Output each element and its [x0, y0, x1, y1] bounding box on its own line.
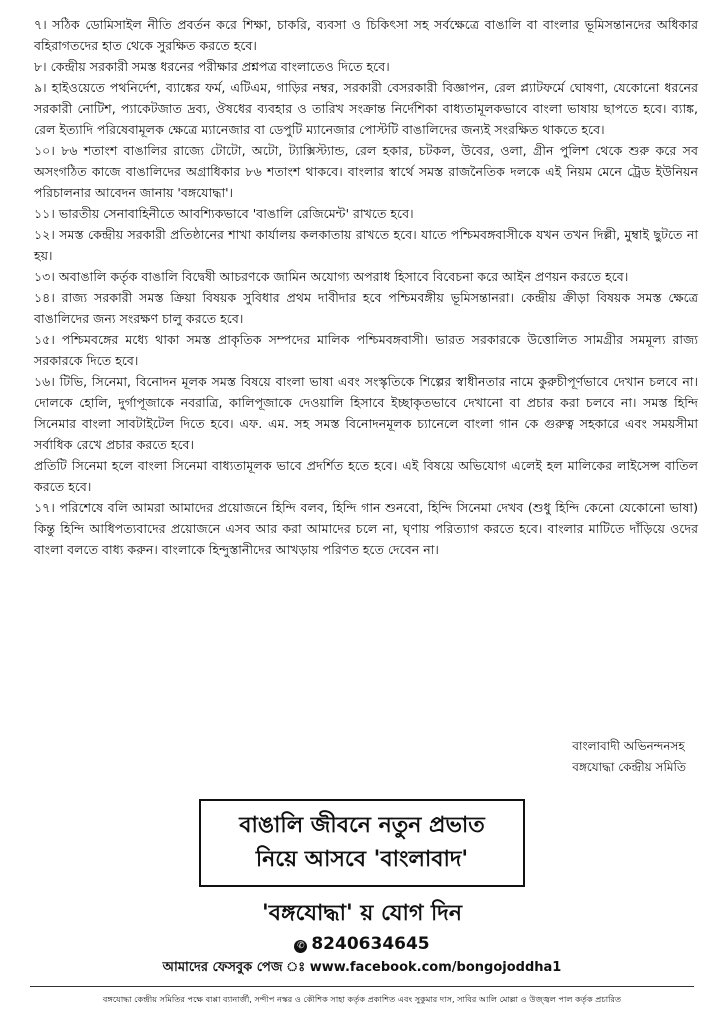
demand-item: ৮। কেন্দ্রীয় সরকারী সমস্ত ধরনের পরীক্ষার প্রশ্নপত্র বাংলাতেও দিতে হবে। [34, 59, 390, 74]
demand-item: ১১। ভারতীয় সেনাবাহিনীতে আবশ্যিকভাবে 'বাঙালি রেজিমেন্ট' রাখতে হবে। [34, 206, 414, 221]
demand-item: ১০। ৮৬ শতাংশ বাঙালির রাজ্যে টোটো, অটো, ট্যাক্সিস্ট্যান্ড, রেল হকার, চটকল, উবের, ওলা, গ্রীন পুলিশ থেকে শুরু করে সব অসংগঠিত কাজে বাঙালিদের অগ্রাধিকার ৮৬ শতাংশ থাকবে। বাংলার স্বার্থে সমস্ত রাজনৈতিক দলকে এই নিয়ম মেনে ট্রেড ইউনিয়ন পরিচালনার আবেদন জানায় 'বঙ্গযোদ্ধা'। [34, 143, 698, 200]
demand-item: ১৫। পশ্চিমবঙ্গের মধ্যে থাকা সমস্ত প্রাকৃতিক সম্পদের মালিক পশ্চিমবঙ্গবাসী। ভারত সরকারকে উত্তোলিত সামগ্রীর সমমূল্য রাজ্য সরকারকে দিতে হবে। [34, 332, 698, 368]
demand-item: ৭। সঠিক ডোমিসাইল নীতি প্রবর্তন করে শিক্ষা, চাকরি, ব্যবসা ও চিকিৎসা সহ সর্বক্ষেত্রে বাঙালি বা বাংলার ভূমিসন্তানদের অধিকার বহিরাগতদের হাত থেকে সুরক্ষিত করতে হবে। [34, 17, 698, 53]
signoff-greeting: বাংলাবাদী অভিনন্দনসহ [572, 739, 685, 753]
phone-contact [0, 933, 724, 955]
signoff [572, 736, 686, 778]
demand-item: ৯। হাইওয়েতে পথনির্দেশ, ব্যাঙ্কের ফর্ম, এটিএম, গাড়ির নম্বর, সরকারী বেসরকারী বিজ্ঞাপন, রেল প্ল্যাটফর্মে ঘোষণা, যেকোনো ধরনের সরকারী নোটিশ, প্যাকেটজাত দ্রব্য, ঔষধের ব্যবহার ও তারিখ সংক্রান্ত নির্দেশিকা বাধ্যতামূলকভাবে বাংলা ভাষায় ছাপতে হবে। ব্যাঙ্ক, রেল ইত্যাদি পরিষেবামূলক ক্ষেত্রে ম্যানেজার বা ডেপুটি ম্যানেজার পোস্টটি বাঙালিদের জন্যই সংরক্ষিত থাকতে হবে। [34, 80, 698, 137]
slogan-line-2: নিয়ে আসবে 'বাংলাবাদ' [255, 847, 469, 872]
demand-item: প্রতিটি সিনেমা হলে বাংলা সিনেমা বাধ্যতামূলক ভাবে প্রদর্শিত হতে হবে। এই বিষয়ে অভিযোগ এলেই হল মালিকের লাইসেন্স বাতিল করতে হবে। [34, 458, 698, 494]
slogan-line-1: বাঙালি জীবনে নতুন প্রভাত [239, 813, 485, 838]
demand-item: ১৪। রাজ্য সরকারী সমস্ত ক্রিয়া বিষয়ক সুবিধার প্রথম দাবীদার হবে পশ্চিমবঙ্গীয় ভূমিসন্তানরা। কেন্দ্রীয় ক্রীড়া বিষয়ক সমস্ত ক্ষেত্রে বাঙালিদের জন্য সংরক্ষণ চালু করতে হবে। [34, 290, 698, 326]
footer-divider [30, 986, 694, 987]
phone-icon: ✆ [294, 940, 307, 953]
demand-item: ১৩। অবাঙালি কর্তৃক বাঙালি বিদ্বেষী আচরণকে জামিন অযোগ্য অপরাধ হিসাবে বিবেচনা করে আইন প্রণয়ন করতে হবে। [34, 269, 629, 284]
demand-item: ১২। সমস্ত কেন্দ্রীয় সরকারী প্রতিষ্ঠানের শাখা কার্যালয় কলকাতায় রাখতে হবে। যাতে পশ্চিমবঙ্গবাসীকে যখন তখন দিল্লী, মুম্বাই ছুটতে না হয়। [34, 227, 698, 263]
facebook-label: আমাদের ফেসবুক পেজ ঃ [162, 960, 306, 975]
facebook-url: www.facebook.com/bongojoddha1 [309, 960, 562, 975]
publisher-credit: বঙ্গযোদ্ধা কেন্দ্রীয় সমিতির পক্ষে বাপ্পা ব্যানার্জী, সন্দীপ নস্কর ও কৌশিক সাহা কর্তৃক প্রকাশিত এবং সুকুমার দাস, সাবির আলি মোল্লা ও উজ্জ্বল পাল কর্তৃক প্রচারিত [102, 994, 622, 1004]
demand-item: ১৬। টিভি, সিনেমা, বিনোদন মূলক সমস্ত বিষয়ে বাংলা ভাষা এবং সংস্কৃতিকে শিল্পের স্বাধীনতার নামে কুরুচীপূর্ণভাবে দেখান চলবে না। দোলকে হোলি, দুর্গাপূজাকে নবরাত্রি, কালিপূজাকে দেওয়ালি হিসাবে ইচ্ছাকৃতভাবে দেখানো বা প্রচার করা চলবে না। সমস্ত হিন্দি সিনেমার বাংলা সাবটাইটেল দিতে হবে। এফ. এম. সহ সমস্ত বিনোদনমূলক চ্যানেলে বাংলা গান কে গুরুত্ব সহকারে এবং সময়সীমা সর্বাধিক রেখে প্রচার করতে হবে। [34, 374, 698, 452]
slogan-box [199, 799, 525, 887]
signoff-organization: বঙ্গযোদ্ধা কেন্দ্রীয় সমিতি [572, 760, 686, 774]
join-call-to-action: 'বঙ্গযোদ্ধা' য় যোগ দিন [261, 901, 463, 926]
phone-number: 8240634645 [311, 934, 430, 954]
facebook-page [0, 958, 724, 978]
demands-list [34, 14, 698, 560]
demand-item: ১৭। পরিশেষে বলি আমরা আমাদের প্রয়োজনে হিন্দি বলব, হিন্দি গান শুনবো, হিন্দি সিনেমা দেখব (শুধু হিন্দি কেনো যেকোনো ভাষা) কিন্তু হিন্দি আধিপত্যবাদের প্রয়োজনে এসব আর করা আমাদের চলে না, ঘৃণায় পরিত্যাগ করতে হবে। বাংলার মাটিতে দাঁড়িয়ে ওদের বাংলা বলতে বাধ্য করুন। বাংলাকে হিন্দুস্তানীদের আখড়ায় পরিণত হতে দেবেন না। [34, 500, 698, 557]
